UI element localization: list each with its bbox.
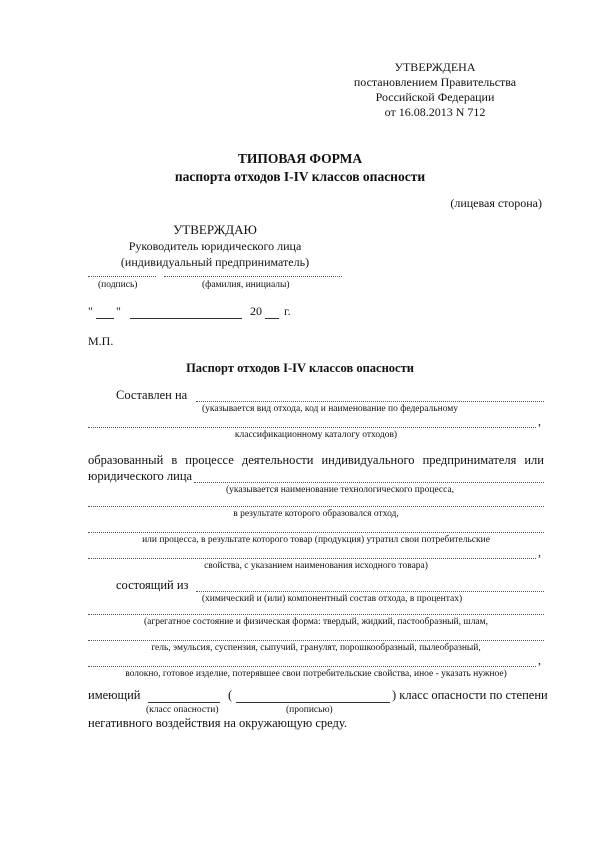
hint-words: (прописью): [286, 705, 333, 715]
approval-block: [320, 60, 550, 120]
process-line-4[interactable]: [88, 558, 536, 559]
formed-text-2: юридического лица: [88, 469, 193, 483]
class-suffix: ) класс опасности по степени: [392, 688, 548, 702]
approve-title: УТВЕРЖДАЮ: [173, 222, 257, 237]
comma-1: ,: [538, 414, 541, 428]
year-suffix: г.: [284, 304, 291, 318]
passport-title: Паспорт отходов I-IV классов опасности: [186, 361, 414, 375]
hint-process-4: свойства, с указанием наименования исходного товара): [204, 561, 428, 571]
approval-line-3: от 16.08.2013 N 712: [384, 105, 486, 119]
hazard-class-words-line[interactable]: [236, 702, 390, 703]
hint-comp-2: (агрегатное состояние и физическая форма: твердый, жидкий, пастообразный, шлам,: [143, 617, 489, 627]
negative-text: негативного воздействия на окружающую среду.: [88, 716, 348, 730]
signature-hint: (подпись): [98, 280, 138, 290]
formed-text-1: образованный в процессе деятельности индивидуального предпринимателя или: [88, 453, 544, 467]
name-line[interactable]: [164, 276, 342, 277]
approve-block: [100, 222, 330, 270]
waste-type-line-1[interactable]: [196, 401, 544, 402]
signature-line[interactable]: [88, 276, 156, 277]
hint-process-2: в результате которого образовался отход,: [233, 509, 399, 519]
date-quote-open: ": [88, 304, 93, 318]
composition-line-2[interactable]: [88, 614, 544, 615]
hint-comp-4: волокно, готовое изделие, потерявшее свои потребительские свойства, иное - указать нужное): [125, 669, 507, 679]
process-line-1[interactable]: [194, 482, 544, 483]
approval-line-2: Российской Федерации: [375, 90, 495, 104]
hint-waste-2: классификационному каталогу отходов): [234, 430, 398, 440]
date-year-line[interactable]: [265, 318, 279, 319]
side-note: (лицевая сторона): [450, 196, 542, 210]
hint-process-3: или процесса, в результате которого товар (продукция) утратил свои потребительские: [142, 535, 490, 545]
composition-line-1[interactable]: [196, 591, 544, 592]
stamp-label: М.П.: [88, 334, 114, 348]
year-prefix: 20: [250, 304, 262, 318]
process-line-2[interactable]: [88, 506, 544, 507]
composition-line-3[interactable]: [88, 640, 544, 641]
date-day-line[interactable]: [96, 318, 114, 319]
approve-line-2: (индивидуальный предприниматель): [120, 255, 310, 269]
comma-3: ,: [538, 653, 541, 667]
compiled-label: Составлен на: [116, 388, 188, 402]
comma-2: ,: [538, 545, 541, 559]
approval-line-1: постановлением Правительства: [353, 75, 517, 89]
approval-title: УТВЕРЖДЕНА: [394, 60, 476, 74]
hint-waste-1: (указывается вид отхода, код и наименование по федеральному: [201, 404, 459, 414]
hint-process-1: (указывается наименование технологического процесса,: [225, 485, 455, 495]
hazard-class-line[interactable]: [148, 702, 220, 703]
consisting-label: состоящий из: [116, 578, 189, 592]
form-title-line-2: паспорта отходов I-IV классов опасности: [174, 169, 426, 184]
waste-type-line-2[interactable]: [88, 427, 536, 428]
composition-line-4[interactable]: [88, 666, 536, 667]
hint-comp-3: гель, эмульсия, суспензия, сыпучий, гранулят, порошкообразный, пылеобразный,: [151, 643, 481, 653]
date-month-line[interactable]: [130, 318, 242, 319]
process-line-3[interactable]: [88, 532, 544, 533]
having-label: имеющий: [88, 688, 141, 702]
hint-class: (класс опасности): [146, 705, 219, 715]
form-title-line-1: ТИПОВАЯ ФОРМА: [237, 151, 363, 166]
form-title: [0, 150, 600, 186]
date-quote-close: ": [116, 304, 121, 318]
hint-comp-1: (химический и (или) компонентный состав отхода, в процентах): [201, 594, 463, 604]
approve-line-1: Руководитель юридического лица: [128, 239, 302, 253]
name-hint: (фамилия, инициалы): [202, 280, 290, 290]
paren-open: (: [228, 688, 233, 702]
